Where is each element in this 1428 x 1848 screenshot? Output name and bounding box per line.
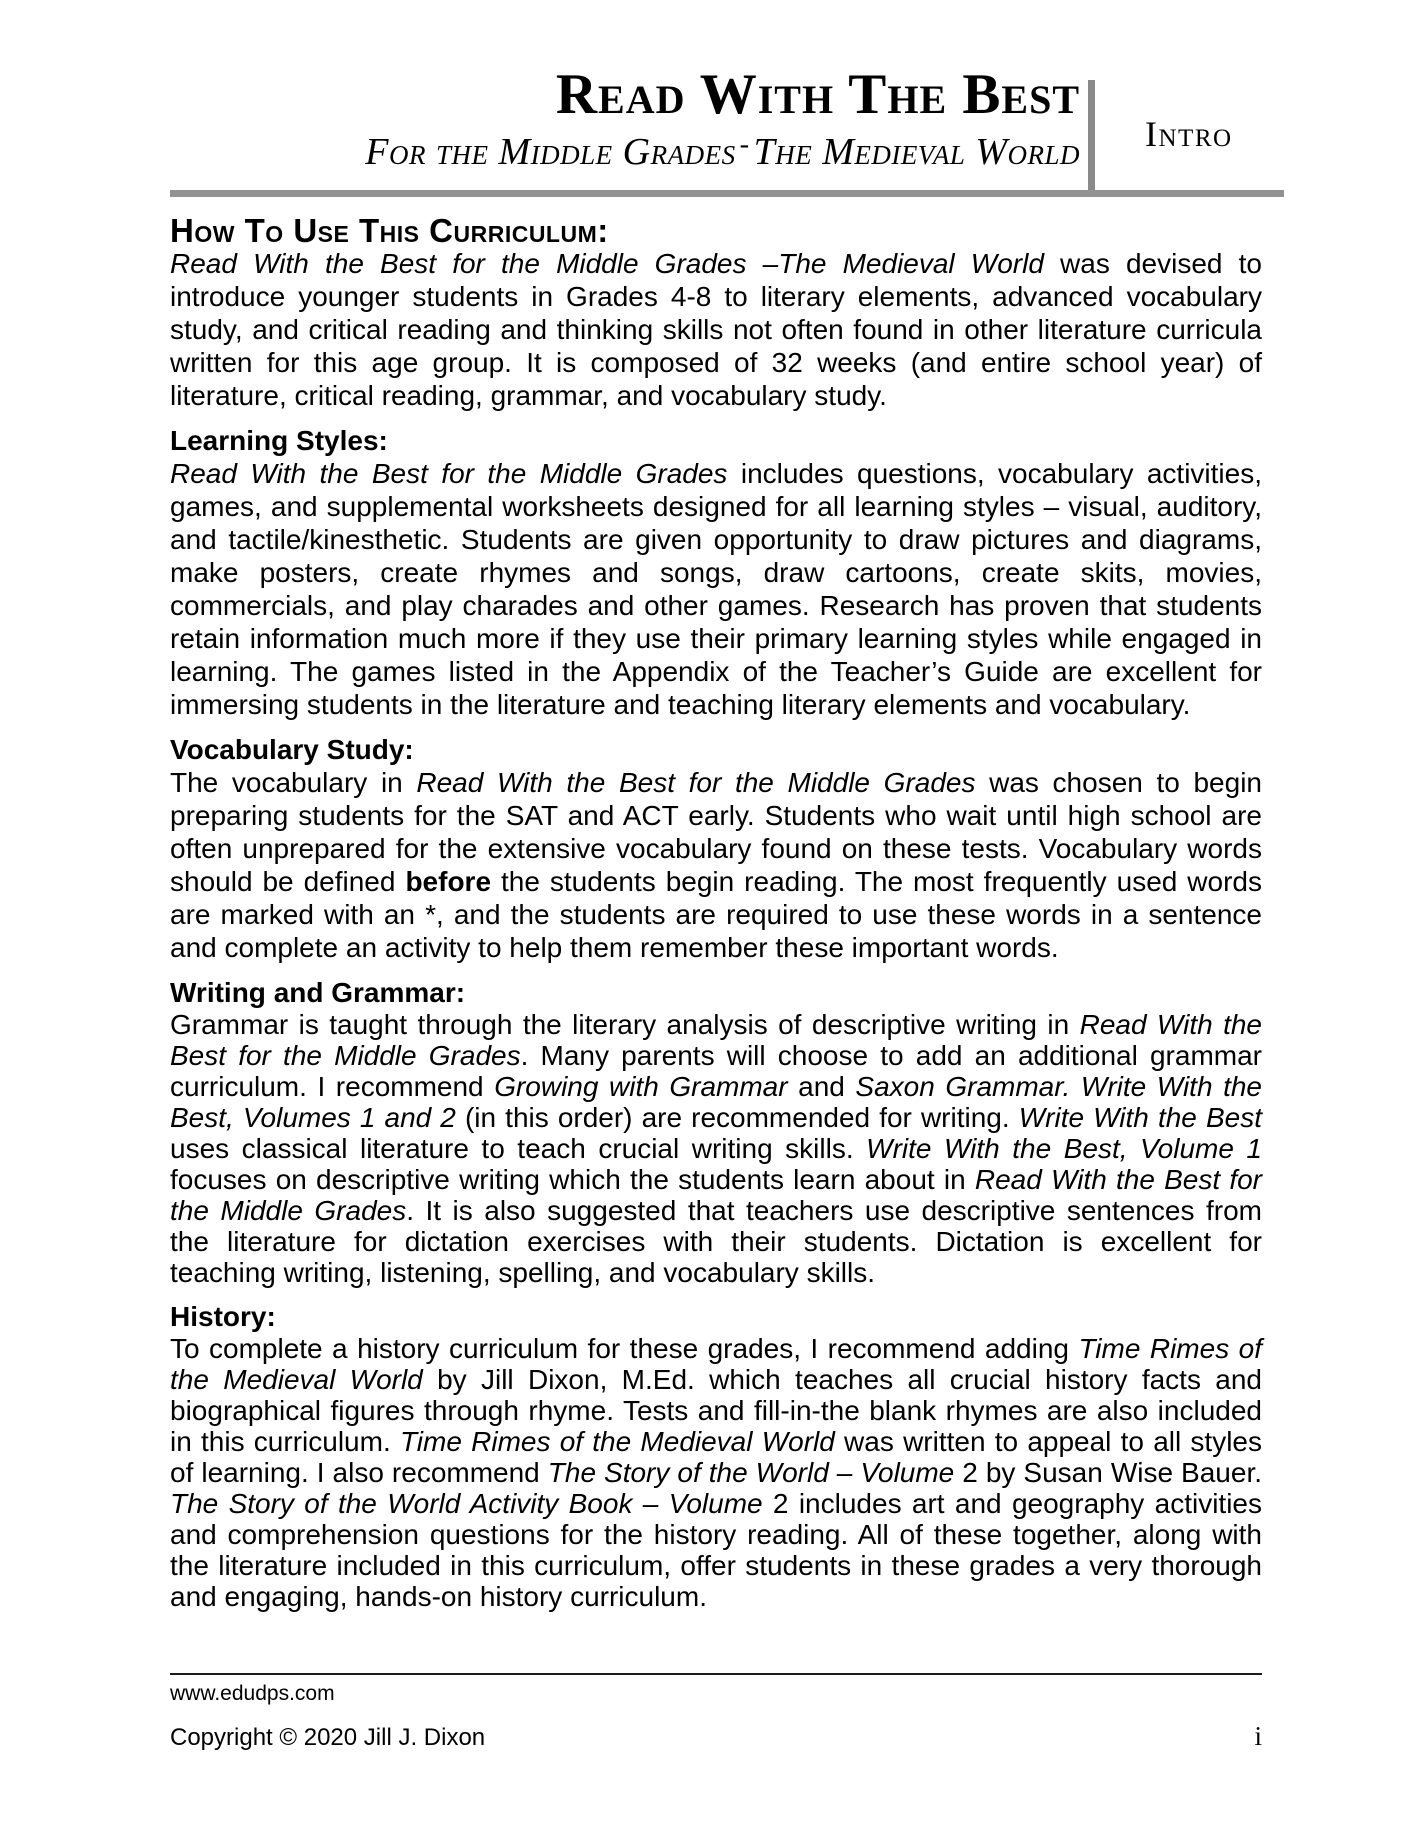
section <box>170 1300 1262 1612</box>
footer-website: www.edudps.com <box>170 1682 335 1705</box>
text-run: was devised to introduce younger students in Grades 4-8 to literary elements, advanced vocabulary study, and critical reading and thinking skills not often found in other literature curricula written for this age group. It is composed of 32 weeks (and entire school year) of literature, critical reading, grammar, and vocabulary study. <box>170 248 1262 411</box>
section-heading: Writing and Grammar: <box>170 977 466 1008</box>
subtitle-separator-dash: - <box>739 129 750 161</box>
text-run: To complete a history curriculum for these grades, I recommend adding <box>170 1333 1079 1364</box>
footer-copyright: Copyright © 2020 Jill J. Dixon <box>170 1724 486 1751</box>
subtitle-suffix: The Medieval World <box>753 131 1080 173</box>
footer-page-number: i <box>1254 1721 1262 1751</box>
text-run: Read With the Best for the Middle Grades <box>416 767 976 798</box>
section-heading: How To Use This Curriculum: <box>170 212 609 249</box>
section <box>170 733 1262 964</box>
text-run: (in this order) are recommended for writing. <box>455 1102 1019 1133</box>
document-body <box>170 214 1262 1624</box>
section-paragraph <box>170 766 1262 964</box>
header-rule <box>170 190 1284 197</box>
subtitle-prefix: For the Middle Grades <box>365 131 736 173</box>
text-run: by Jill Dixon, M.Ed. which teaches all crucial history facts and biographical figures through rhyme. Tests and fill-in-the blank rhymes are also included in this curriculum. <box>170 1364 1263 1457</box>
text-run: and <box>787 1071 856 1102</box>
footer-row <box>170 1722 1262 1752</box>
header <box>170 63 1080 176</box>
text-run: Write With the Best, Volumes 1 and 2 <box>170 1071 1262 1133</box>
text-run: the students begin reading. The most frequently used words are marked with an *, and the students are required to use these words in a sentence and complete an activity to help them remember these important words. <box>170 866 1262 963</box>
header-vertical-divider <box>1088 80 1095 197</box>
text-run: Write With the Best, Volume 1 <box>866 1133 1263 1164</box>
text-run: Growing with Grammar <box>494 1071 788 1102</box>
text-run: was chosen to begin preparing students for the SAT and ACT early. Students who wait until high school are often unprepared for the extensive vocabulary found on these tests. Vocabulary words should be defined <box>170 767 1262 897</box>
text-run: The vocabulary in <box>170 767 417 798</box>
text-run: includes questions, vocabulary activities, games, and supplemental worksheets designed for all learning styles – visual, auditory, and tactile/kinesthetic. Students are given opportunity to draw pictures and diagrams, make posters, create rhymes and songs, draw cartoons, create skits, movies, commercials, and play charades and other games. Research has proven that students retain information much more if they use their primary learning styles while engaged in learning. The games listed in the Appendix of the Teacher’s Guide are excellent for immersing students in the literature and teaching literary elements and vocabulary. <box>170 458 1263 720</box>
text-run: was written to appeal to all styles of learning. I also recommend <box>170 1426 1263 1488</box>
section <box>170 424 1262 721</box>
section-heading: History: <box>170 1301 276 1332</box>
text-run: The Story of the World Activity Book – Volume <box>170 1488 763 1519</box>
page-subtitle <box>170 129 1080 176</box>
text-run: focuses on descriptive writing which the students learn about in <box>170 1164 975 1195</box>
section-heading: Vocabulary Study: <box>170 734 414 765</box>
text-run: Read With the Best for the Middle Grades <box>170 458 728 489</box>
section <box>170 214 1262 412</box>
section-paragraph <box>170 1333 1262 1612</box>
text-run: . It is also suggested that teachers use descriptive sentences from the literature for dictation exercises with their students. Dictation is excellent for teaching writing, listening, spelling, and vocabulary skills. <box>170 1195 1262 1288</box>
page-title: Read With The Best <box>555 63 1080 126</box>
text-run: Write With the Best <box>1018 1102 1262 1133</box>
text-run: uses classical literature to teach crucial writing skills. <box>170 1133 867 1164</box>
section-tab-label: Intro <box>1145 114 1233 154</box>
section-paragraph <box>170 1009 1262 1288</box>
text-run <box>1070 1071 1081 1102</box>
text-run: Read With the Best for the Middle Grades –The Medieval World <box>170 248 1044 279</box>
text-run: before <box>405 866 492 897</box>
text-run: The Story of the World – Volume <box>547 1457 955 1488</box>
text-run: Read With the Best for the Middle Grades <box>170 1164 1262 1226</box>
section <box>170 976 1262 1288</box>
section-heading: Learning Styles: <box>170 425 388 456</box>
text-run: 2 includes art and geography activities and comprehension questions for the history reading. All of these together, along with the literature included in this curriculum, offer students in these grades a very thorough and engaging, hands-on history curriculum. <box>170 1488 1262 1612</box>
text-run: . Many parents will choose to add an additional grammar curriculum. I recommend <box>170 1040 1262 1102</box>
text-run: Read With the Best for the Middle Grades <box>170 1009 1262 1071</box>
section-paragraph <box>170 457 1262 721</box>
text-run: Grammar is taught through the literary analysis of descriptive writing in <box>170 1009 1080 1040</box>
section-paragraph <box>170 247 1262 412</box>
text-run: 2 by Susan Wise Bauer. <box>954 1457 1262 1488</box>
text-run: Time Rimes of the Medieval World <box>399 1426 835 1457</box>
text-run: Time Rimes of the Medieval World <box>170 1333 1262 1395</box>
footer-rule <box>170 1673 1262 1675</box>
text-run: Saxon Grammar. <box>855 1071 1071 1102</box>
